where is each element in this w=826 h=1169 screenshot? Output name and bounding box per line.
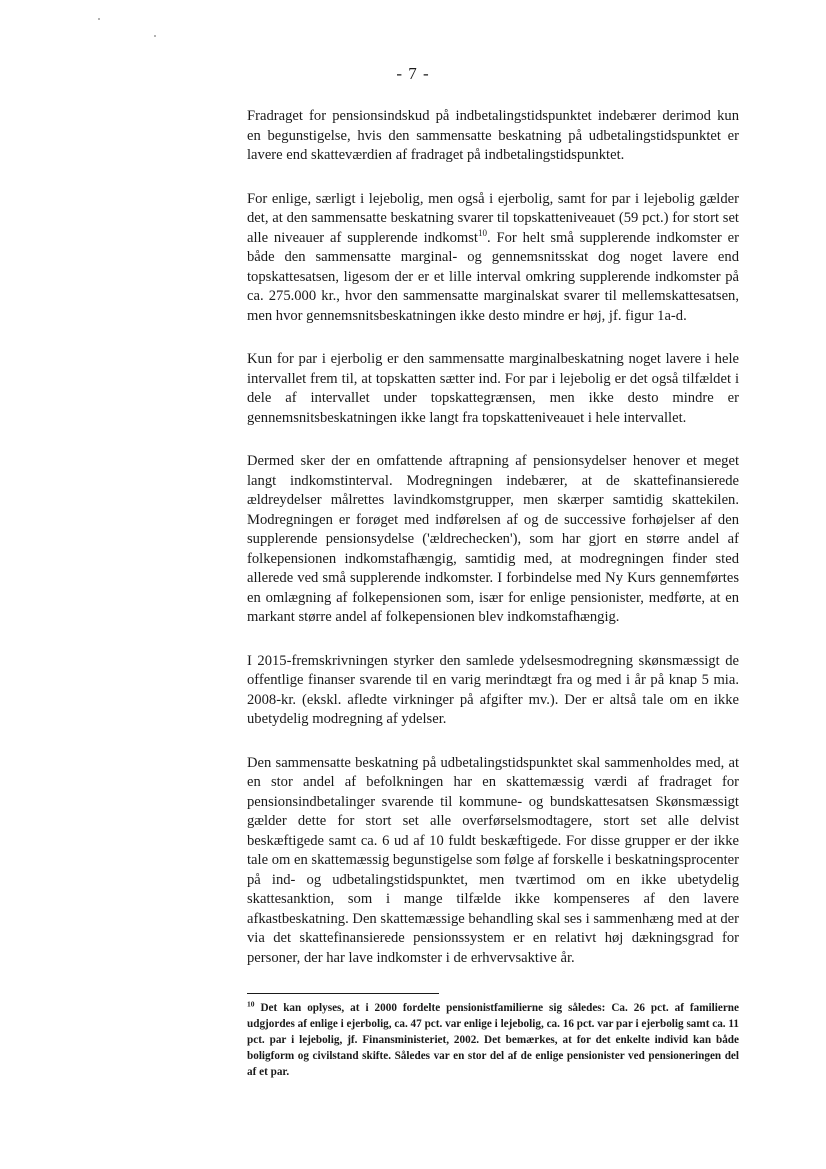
footnote-separator (247, 993, 439, 994)
footnote-reference[interactable]: 10 (477, 227, 487, 238)
scan-speck (154, 35, 156, 37)
paragraph-6: Den sammensatte beskatning på udbetalingstidspunktet skal sammenholdes med, at en stor andel af befolkningen har en skattemæssig værdi af fradraget for pensionsindbetalinger svarende til kommune- og bundskattesatsen Skønsmæssigt gælder dette for stort set alle overførselsmodtagere, stort set alle delvist beskæftigede samt ca. 6 ud af 10 fuldt beskæftigede. For disse grupper er der ikke tale om en skattemæssig begunstigelse som følge af forskelle i beskatningsprocenter på ind- og udbetalingstidspunktet, men tværtimod om en ikke ubetydelig skattesanktion, som i mange tilfælde ikke kompenseres af den lavere afkastbeskatning. Den skattemæssige behandling skal ses i sammenhæng med at der via det skattefinansierede pensionssystem er en relativt høj dækningsgrad for personer, der har lave indkomster i de erhvervsaktive år. (247, 754, 740, 966)
paragraph-2-text-after-ref: . For helt små supplerende indkomster er både den sammensatte marginal- og gennemsnitsskat dog noget lavere end topskattesatsen, ligesom der er et lille interval omkring supplerende indkomster på ca. 275.000 kr., hvor den sammensatte marginalskat svarer til mellemskattesatsen, men hvor gennemsnitsbeskatningen ikke desto mindre er høj, jf. figur 1a-d. (247, 229, 739, 324)
paragraph-3: Kun for par i ejerbolig er den sammensatte marginalbeskatning noget lavere i hele intervallet frem til, at topskatten sætter ind. For par i lejebolig er det også tilfældet i dele af intervallet under topskattegrænsen, men ikke desto mindre er gennemsnitsbeskatningen ikke langt fra topskatteniveauet i hele intervallet. (247, 351, 739, 426)
footnote (247, 1000, 739, 1080)
paragraph-4: Dermed sker der en omfattende aftrapning af pensionsydelser henover et meget langt indkomstinterval. Modregningen indebærer, at de skattefinansierede ældreydelser målrettes lavindkomstgrupper, men skærper samtidig skattekilen. Modregningen er forøget med indførelsen af og de successive forhøjelser af den supplerende pensionsydelse ('ældrechecken'), som har gjort en større andel af folkepensionen indkomstafhængig, samtidig med, at modregningen finder sted allerede ved små supplerende indkomster. I forbindelse med Ny Kurs gennemførtes en omlægning af folkepensionen som, især for enlige pensionister, medførte, at en markant større andel af folkepensionen blev indkomstafhængig. (247, 453, 739, 625)
paragraph-1: Fradraget for pensionsindskud på indbetalingstidspunktet indebærer derimod kun en begunstigelse, hvis den sammensatte beskatning på udbetalingstidspunktet er lavere end skatteværdien af fradraget på indbetalingstidspunktet. (247, 108, 739, 163)
scan-speck (98, 18, 100, 20)
paragraph-5: I 2015-fremskrivningen styrker den samlede ydelsesmodregning skønsmæssigt de offentlige finanser svarende til en varig merindtægt fra og med i år på knap 5 mia. 2008-kr. (ekskl. afledte virkninger på afgifter mv.). Der er altså tale om en ikke ubetydelig modregning af ydelser. (247, 652, 739, 727)
body-text (247, 107, 739, 992)
paragraph-2-text-before-ref: For enlige, særligt i lejebolig, men også i ejerbolig, samt for par i lejebolig gælder det, at den sammensatte beskatning svarer til topskatteniveauet (59 pct.) for stort set alle niveauer af supplerende indkomst (247, 190, 739, 246)
paragraph-2 (247, 190, 739, 327)
footnote-number: 10 (247, 999, 255, 1009)
footnote-text: Det kan oplyses, at i 2000 fordelte pensionistfamilierne sig således: Ca. 26 pct. af familierne udgjordes af enlige i ejerbolig, ca. 47 pct. var enlige i lejebolig, ca. 16 pct. var par i ejerbolig samt ca. 11 pct. par i lejebolig, jf. Finansministeriet, 2002. Det bemærkes, at for det enkelte individ kan både boligform og civilstand skifte. Således var en stor del af de enlige pensionister ved pensioneringen del af et par. (247, 1002, 739, 1078)
page-number: - 7 - (396, 64, 430, 83)
